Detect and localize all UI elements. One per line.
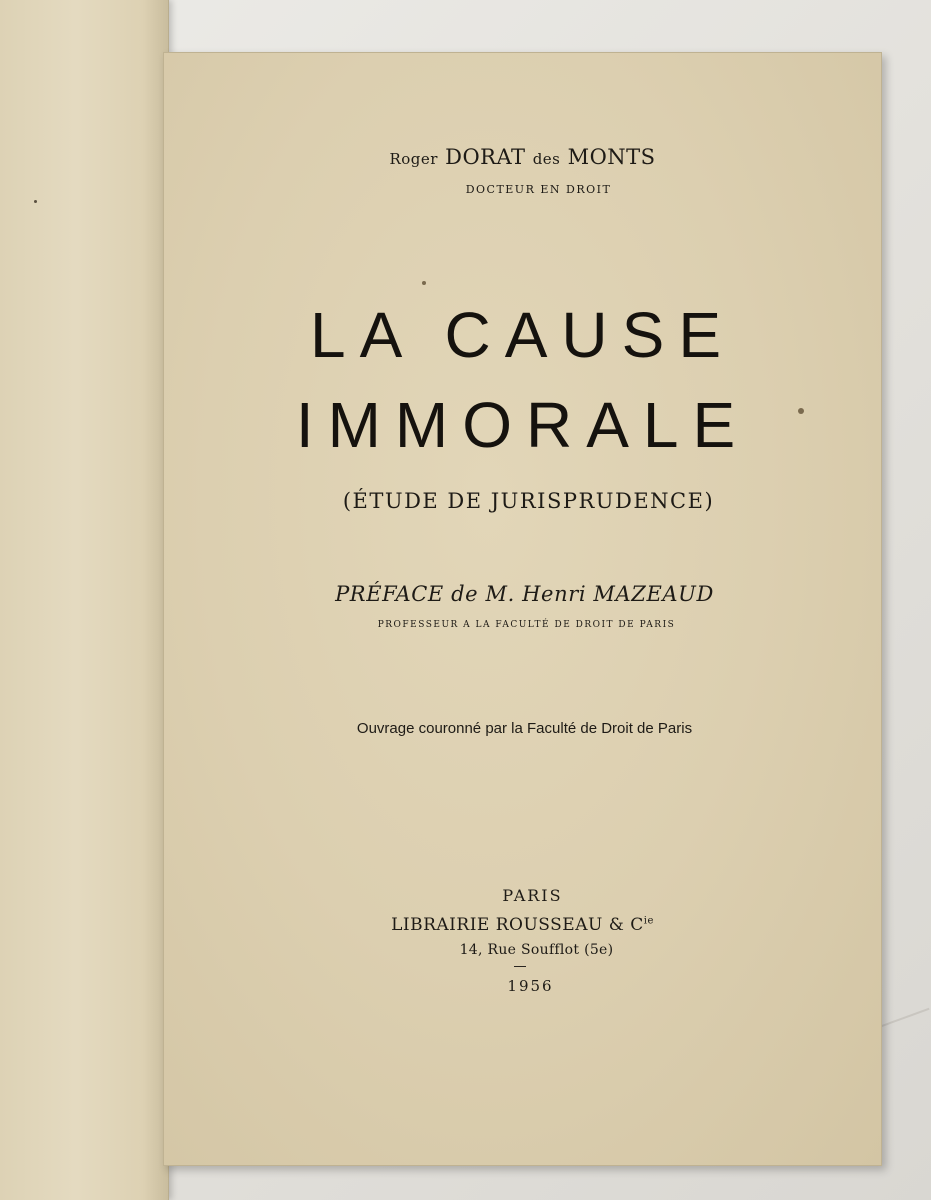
- author-name: [164, 145, 881, 169]
- title-page: [163, 52, 882, 1166]
- publisher-address: 14, Rue Soufflot (5e): [459, 942, 614, 958]
- publication-year: 1956: [507, 977, 554, 995]
- divider-rule: [514, 966, 526, 967]
- paper-speck: [422, 281, 426, 285]
- preface-author-title: PROFESSEUR A LA FACULTÉ DE DROIT DE PARIS: [377, 620, 676, 630]
- facing-page: [0, 0, 169, 1200]
- award-note: Ouvrage couronné par la Faculté de Droit de Paris: [356, 720, 693, 737]
- preface-credit: PRÉFACE de M. Henri MAZEAUD: [335, 582, 714, 606]
- book-title-line-1: LA CAUSE: [309, 299, 736, 371]
- author-last-name: DORAT: [445, 145, 526, 169]
- book-subtitle: (ÉTUDE DE JURISPRUDENCE): [342, 489, 715, 513]
- publication-city: PARIS: [502, 886, 563, 905]
- author-last-name-2: MONTS: [567, 145, 656, 169]
- author-first-name: Roger: [389, 150, 438, 168]
- author-title: DOCTEUR EN DROIT: [465, 183, 612, 196]
- author-particle: des: [532, 150, 561, 168]
- book-title-line-2: IMMORALE: [295, 389, 750, 461]
- paper-speck: [34, 200, 37, 203]
- publisher-name: [164, 915, 881, 935]
- publisher-suffix: ie: [643, 915, 654, 927]
- publisher-name-text: LIBRAIRIE ROUSSEAU & C: [391, 915, 644, 935]
